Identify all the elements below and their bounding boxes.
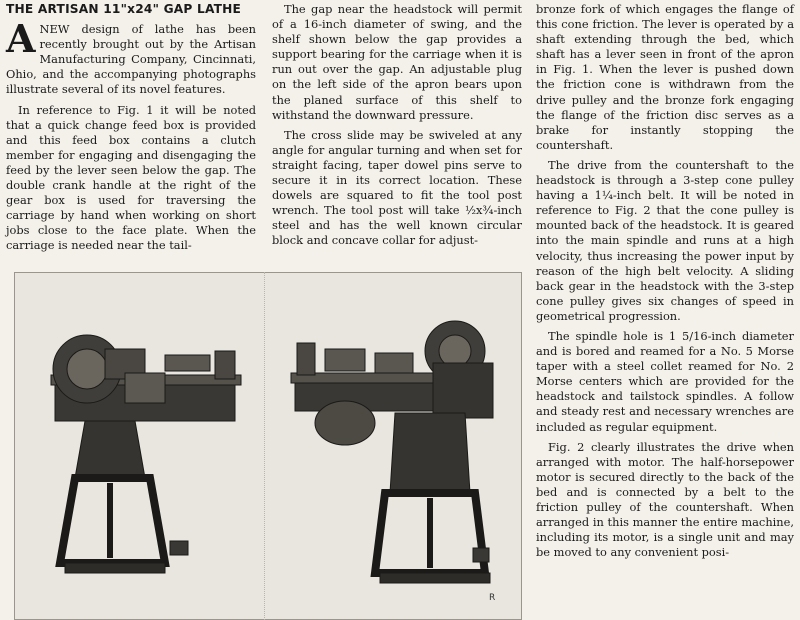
- article-column-3: [536, 2, 794, 565]
- article-paragraph: The gap near the headstock will permit of a 16-inch diameter of swing, and the shelf shown below the gap provides a support bearing for the carriage when it is run out over the gap. An adjustable plug on the left side of the apron bears upon the planed surface of this shelf to withstand the downward pressure.: [272, 2, 522, 122]
- lathe-fig2: [291, 321, 493, 583]
- article-paragraph: bronze fork of which engages the flange of this cone friction. The lever is operated by a shaft extending through the bed, which shaft has a lever seen in front of the apron in Fig. 1. When the lever is pushed down the friction cone is withdrawn from the drive pulley and the bronze fork engaging the flange of the friction disc serves as a brake for instantly stopping the countershaft.: [536, 2, 794, 152]
- article-paragraph: The spindle hole is 1 5/16-inch diameter and is bored and reamed for a No. 5 Morse taper with a steel collet reamed for No. 2 Morse centers which are provided for the headstock and tailstock spindles. A follow and steady rest and necessary wrenches are included as regular equipment.: [536, 328, 794, 434]
- drop-cap: A: [6, 16, 36, 62]
- article-paragraph: ANEW design of lathe has been recently brought out by the Artisan Manufacturing Company, Cincinnati, Ohio, and the accompanying photographs illustrate several of its novel features.: [6, 16, 256, 97]
- article-column-1: [6, 2, 256, 259]
- article-column-2: [272, 2, 522, 254]
- article-title: THE ARTISAN 11"x24" GAP LATHE: [6, 2, 242, 16]
- lathe-fig1: [51, 335, 241, 573]
- lathe-illustration: [15, 273, 521, 619]
- article-paragraph: In reference to Fig. 1 it will be noted that a quick change feed box is provided and this feed box contains a clutch member for engaging and disengaging the feed by the lever seen below the gap. The double crank handle at the right of the gear box is used for traversing the carriage by hand when working on short jobs close to the face plate. When the carriage is needed near the tail-: [6, 102, 256, 253]
- lathe-photographs: [14, 272, 522, 620]
- article-paragraph: Fig. 2 clearly illustrates the drive when arranged with motor. The half-horsepower motor is secured directly to the back of the bed and is connected by a belt to the friction pulley of the countershaft. When arranged in this manner the entire machine, including its motor, is a single unit and may be moved to any convenient posi-: [536, 439, 794, 560]
- article-paragraph: The drive from the countershaft to the headstock is through a 3-step cone pulley having a 1¼-inch belt. It will be noted in reference to Fig. 2 that the cone pulley is mounted back of the headstock. It is geared into the main spindle and runs at a high velocity, thus increasing the power input by reason of the high belt velocity. A sliding back gear in the headstock with the 3-step cone pulley gives six changes of speed in geometrical progression.: [536, 157, 794, 323]
- figure-mark: R: [489, 593, 496, 603]
- photo-divider: [264, 272, 265, 620]
- article-paragraph: The cross slide may be swiveled at any angle for angular turning and when set for straight facing, taper dowel pins serve to secure it in its correct location. These dowels are squared to fit the tool post wrench. The tool post will take ½x¾-inch steel and has the well known circular block and concave collar for adjust-: [272, 127, 522, 248]
